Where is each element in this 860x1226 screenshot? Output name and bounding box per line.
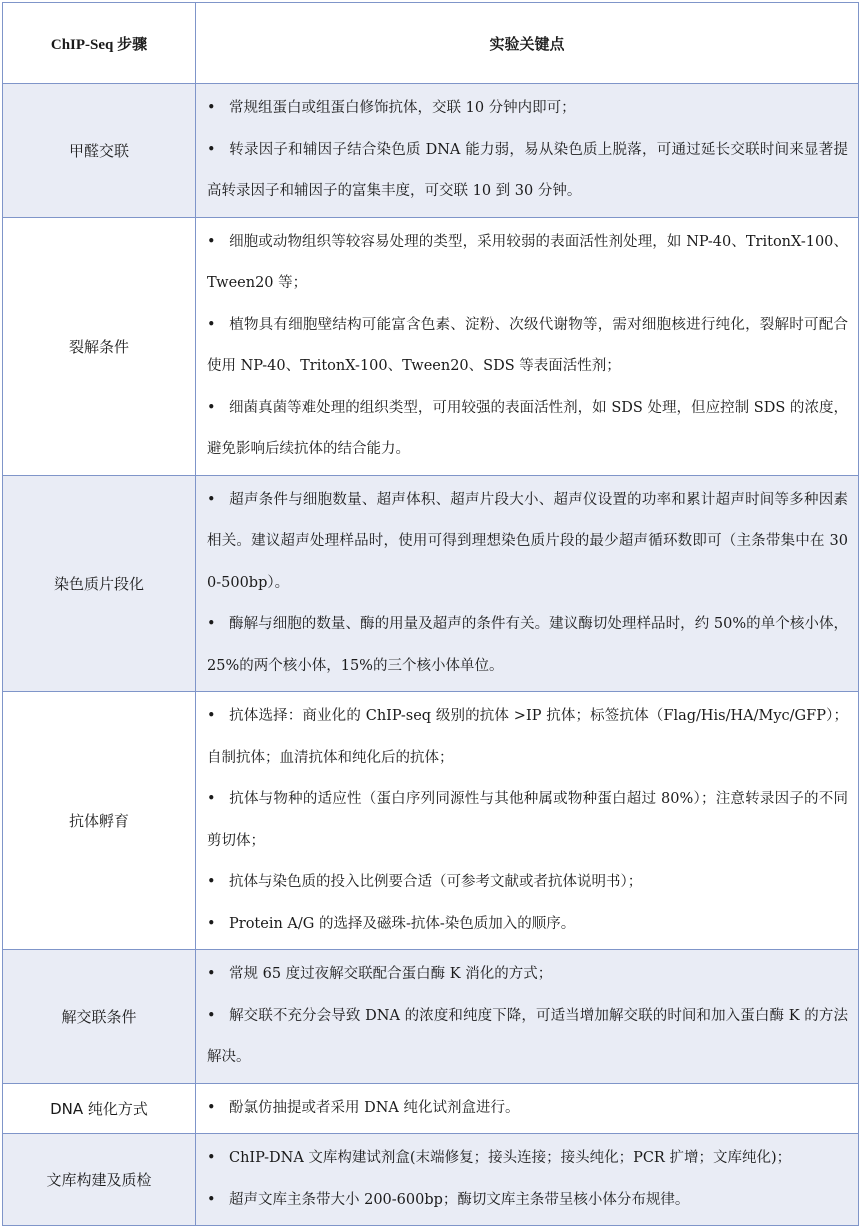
chip-seq-key-points-table <box>2 2 859 1226</box>
key-points-list <box>207 1138 848 1221</box>
key-points-cell <box>196 84 859 218</box>
table-body <box>3 84 859 1226</box>
list-item <box>207 996 848 1079</box>
key-points-cell <box>196 692 859 950</box>
bullet-icon: • <box>207 1099 216 1116</box>
key-points-cell <box>196 1134 859 1226</box>
table-row <box>3 84 859 218</box>
header-key-points: 实验关键点 <box>196 3 859 84</box>
list-item <box>207 222 848 305</box>
key-point-text: 抗体选择：商业化的 ChIP-seq 级别的抗体 >IP 抗体；标签抗体（Flag/His/HA/Myc/GFP）；自制抗体；血清抗体和纯化后的抗体； <box>207 708 848 766</box>
list-item <box>207 1180 848 1222</box>
key-point-text: 酶解与细胞的数量、酶的用量及超声的条件有关。建议酶切处理样品时，约 50%的单个核小体，25%的两个核小体，15%的三个核小体单位。 <box>207 616 848 674</box>
key-points-list <box>207 696 848 945</box>
step-name: 抗体孵育 <box>3 692 196 950</box>
table-row <box>3 1083 859 1134</box>
key-points-list <box>207 954 848 1079</box>
bullet-icon: • <box>207 791 216 807</box>
key-point-text: 常规组蛋白或组蛋白修饰抗体，交联 10 分钟内即可； <box>229 100 576 116</box>
list-item <box>207 862 848 904</box>
key-point-text: 细胞或动物组织等较容易处理的类型，采用较弱的表面活性剂处理，如 NP-40、TritonX-100、Tween20 等； <box>207 233 848 291</box>
key-points-cell <box>196 475 859 692</box>
key-point-text: 抗体与物种的适应性（蛋白序列同源性与其他种属或物种蛋白超过 80%）；注意转录因子的不同剪切体； <box>207 791 848 849</box>
table-row <box>3 475 859 692</box>
key-points-list <box>207 222 848 471</box>
key-point-text: 解交联不充分会导致 DNA 的浓度和纯度下降，可适当增加解交联的时间和加入蛋白酶 K 的方法解决。 <box>207 1007 848 1065</box>
list-item <box>207 388 848 471</box>
key-points-list <box>207 1088 848 1130</box>
bullet-icon: • <box>207 915 216 932</box>
bullet-icon: • <box>207 708 216 724</box>
table-row <box>3 1134 859 1226</box>
step-name: 染色质片段化 <box>3 475 196 692</box>
bullet-icon: • <box>207 233 216 250</box>
step-name: 甲醛交联 <box>3 84 196 218</box>
list-item <box>207 604 848 687</box>
bullet-icon: • <box>207 399 216 416</box>
table-header-row <box>3 3 859 84</box>
table-row <box>3 692 859 950</box>
table-row <box>3 217 859 475</box>
bullet-icon: • <box>207 966 216 982</box>
bullet-icon: • <box>207 874 216 890</box>
list-item <box>207 904 848 946</box>
key-points-list <box>207 480 848 688</box>
list-item <box>207 696 848 779</box>
key-point-text: ChIP-DNA 文库构建试剂盒(末端修复；接头连接；接头纯化；PCR 扩增；文库纯化)； <box>229 1150 792 1166</box>
header-step: ChIP-Seq 步骤 <box>3 3 196 84</box>
bullet-icon: • <box>207 1191 216 1208</box>
list-item <box>207 1088 848 1130</box>
list-item <box>207 130 848 213</box>
key-point-text: Protein A/G 的选择及磁珠-抗体-染色质加入的顺序。 <box>229 915 576 932</box>
step-name: DNA 纯化方式 <box>3 1083 196 1134</box>
list-item <box>207 954 848 996</box>
key-point-text: 酚氯仿抽提或者采用 DNA 纯化试剂盒进行。 <box>229 1099 520 1116</box>
key-point-text: 细菌真菌等难处理的组织类型，可用较强的表面活性剂，如 SDS 处理，但应控制 SDS 的浓度，避免影响后续抗体的结合能力。 <box>207 399 848 457</box>
step-name: 文库构建及质检 <box>3 1134 196 1226</box>
bullet-icon: • <box>207 316 216 333</box>
key-points-list <box>207 88 848 213</box>
table-row <box>3 950 859 1084</box>
bullet-icon: • <box>207 100 216 116</box>
bullet-icon: • <box>207 491 216 508</box>
list-item <box>207 88 848 130</box>
bullet-icon: • <box>207 1150 216 1166</box>
step-name: 解交联条件 <box>3 950 196 1084</box>
bullet-icon: • <box>207 141 216 158</box>
key-point-text: 植物具有细胞壁结构可能富含色素、淀粉、次级代谢物等，需对细胞核进行纯化，裂解时可配合使用 NP-40、TritonX-100、Tween20、SDS 等表面活性剂； <box>207 316 848 374</box>
key-point-text: 转录因子和辅因子结合染色质 DNA 能力弱，易从染色质上脱落，可通过延长交联时间来显著提高转录因子和辅因子的富集丰度，可交联 10 到 30 分钟。 <box>207 141 848 199</box>
list-item <box>207 779 848 862</box>
list-item <box>207 305 848 388</box>
key-points-cell <box>196 950 859 1084</box>
key-point-text: 抗体与染色质的投入比例要合适（可参考文献或者抗体说明书）； <box>229 874 643 890</box>
step-name: 裂解条件 <box>3 217 196 475</box>
bullet-icon: • <box>207 1007 216 1024</box>
list-item <box>207 1138 848 1180</box>
key-points-cell <box>196 1083 859 1134</box>
bullet-icon: • <box>207 616 216 632</box>
key-point-text: 常规 65 度过夜解交联配合蛋白酶 K 消化的方式； <box>229 966 553 982</box>
key-point-text: 超声条件与细胞数量、超声体积、超声片段大小、超声仪设置的功率和累计超声时间等多种因素相关。建议超声处理样品时，使用可得到理想染色质片段的最少超声循环数即可（主条带集中在 300-500bp）。 <box>207 491 848 591</box>
list-item <box>207 480 848 605</box>
key-point-text: 超声文库主条带大小 200-600bp；酶切文库主条带呈核小体分布规律。 <box>229 1191 690 1208</box>
key-points-cell <box>196 217 859 475</box>
